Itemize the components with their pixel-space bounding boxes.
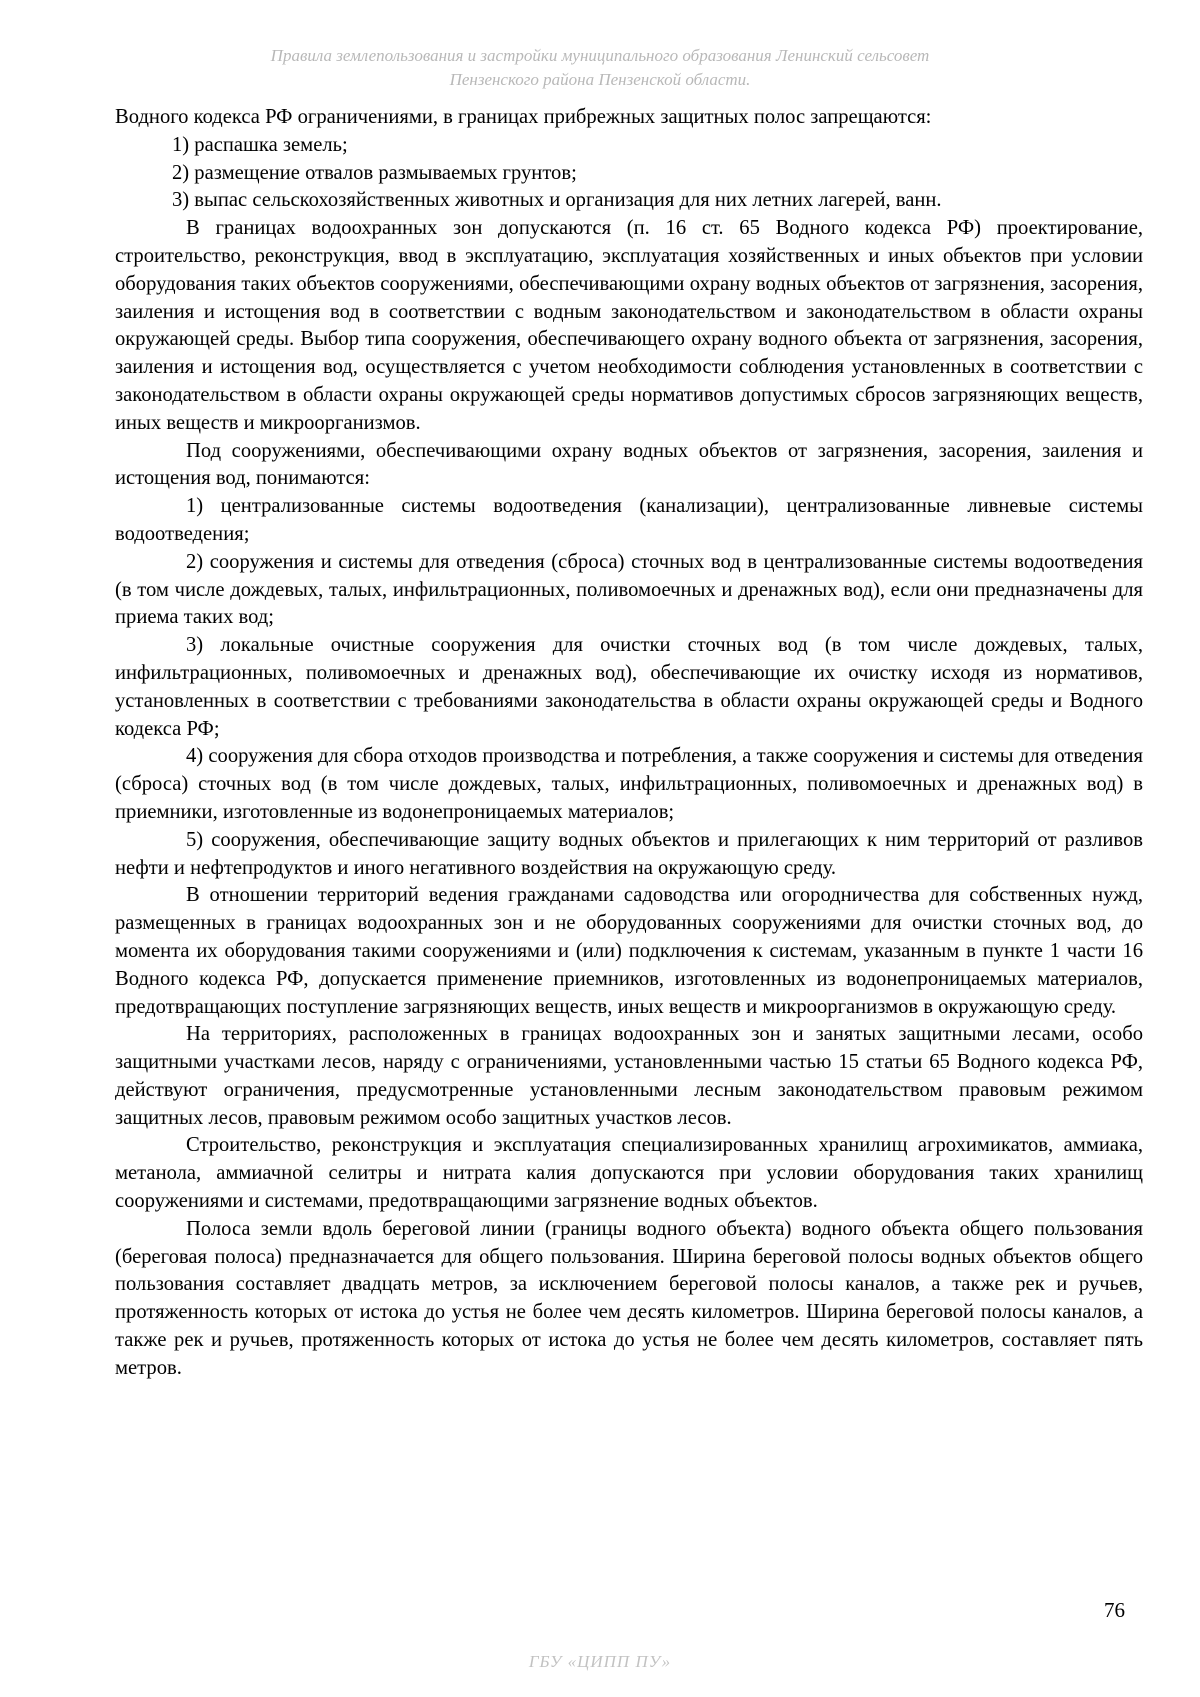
paragraph: Строительство, реконструкция и эксплуатация специализированных хранилищ агрохимикатов, аммиака, метанола, аммиачной селитры и нитрата калия допускаются при условии оборудования таких хранилищ сооружениями и системами, предотвращающими загрязнение водных объектов. bbox=[115, 1134, 1143, 1213]
list-item: 3) выпас сельскохозяйственных животных и организация для них летних лагерей, ванн. bbox=[172, 189, 942, 212]
header-line-1: Правила землепользования и застройки муниципального образования Ленинский сельсовет bbox=[270, 46, 930, 65]
running-footer: ГБУ «ЦИПП ПУ» bbox=[528, 1652, 672, 1671]
list-item: 1) централизованные системы водоотведения (канализации), централизованные ливневые системы водоотведения; bbox=[115, 495, 1143, 545]
paragraph: Водного кодекса РФ ограничениями, в границах прибрежных защитных полос запрещаются: bbox=[115, 106, 932, 128]
list-item: 2) размещение отвалов размываемых грунтов; bbox=[172, 161, 577, 184]
paragraph: В границах водоохранных зон допускаются (п. 16 ст. 65 Водного кодекса РФ) проектирование, строительство, реконструкция, ввод в эксплуатацию, эксплуатация хозяйственных и иных объектов при условии оборудования таких объектов сооружениями, обеспечивающими охрану водных объектов от загрязнения, засорения, заиления и истощения вод в соответствии с водным законодательством и законодательством в области охраны окружающей среды. Выбор типа сооружения, обеспечивающего охрану водного объекта от загрязнения, засорения, заиления и истощения вод, осуществляется с учетом необходимости соблюдения установленных в соответствии с законодательством в области охраны окружающей среды нормативов допустимых сбросов загрязняющих веществ, иных веществ и микроорганизмов. bbox=[115, 217, 1143, 434]
paragraph: На территориях, расположенных в границах водоохранных зон и занятых защитными лесами, особо защитными участками лесов, наряду с ограничениями, установленными частью 15 статьи 65 Водного кодекса РФ, действуют ограничения, предусмотренные установленными лесным законодательством правовым режимом защитных лесов, правовым режимом особо защитных участков лесов. bbox=[115, 1023, 1143, 1129]
header-line-2: Пензенского района Пензенской области. bbox=[449, 70, 751, 89]
list-item: 4) сооружения для сбора отходов производства и потребления, а также сооружения и системы для отведения (сброса) сточных вод (в том числе дождевых, талых, инфильтрационных, поливомоечных и дренажных вод) в приемники, изготовленные из водонепроницаемых материалов; bbox=[115, 745, 1143, 823]
list-item: 3) локальные очистные сооружения для очистки сточных вод (в том числе дождевых, талых, инфильтрационных, поливомоечных и дренажных вод), обеспечивающие их очистку исходя из нормативов, установленных в соответствии с требованиями законодательства в области охраны окружающей среды и Водного кодекса РФ; bbox=[115, 634, 1143, 740]
paragraph: В отношении территорий ведения гражданами садоводства или огородничества для собственных нужд, размещенных в границах водоохранных зон и не оборудованных сооружениями для очистки сточных вод, до момента их оборудования такими сооружениями и (или) подключения к системам, указанным в пункте 1 части 16 Водного кодекса РФ, допускается применение приемников, изготовленных из водонепроницаемых материалов, предотвращающих поступление загрязняющих веществ, иных веществ и микроорганизмов в окружающую среду. bbox=[115, 884, 1143, 1018]
paragraph: Под сооружениями, обеспечивающими охрану водных объектов от загрязнения, засорения, заиления и истощения вод, понимаются: bbox=[115, 439, 1143, 490]
running-header bbox=[150, 44, 1050, 92]
list-item: 2) сооружения и системы для отведения (сброса) сточных вод в централизованные системы водоотведения (в том числе дождевых, талых, инфильтрационных, поливомоечных и дренажных вод), если они предназначены для приема таких вод; bbox=[115, 550, 1143, 629]
list-item: 5) сооружения, обеспечивающие защиту водных объектов и прилегающих к ним территорий от разливов нефти и нефтепродуктов и иного негативного воздействия на окружающую среду. bbox=[115, 828, 1143, 879]
document-body bbox=[115, 104, 1143, 1383]
paragraph: Полоса земли вдоль береговой линии (границы водного объекта) водного объекта общего пользования (береговая полоса) предназначается для общего пользования. Ширина береговой полосы водных объектов общего пользования составляет двадцать метров, за исключением береговой полосы каналов, а также рек и ручьев, протяженность которых от истока до устья не более чем десять километров. Ширина береговой полосы каналов, а также рек и ручьев, протяженность которых от истока до устья не более чем десять километров, составляет пять метров. bbox=[115, 1217, 1143, 1379]
list-item: 1) распашка земель; bbox=[172, 133, 348, 156]
page-number: 76 bbox=[1104, 1598, 1125, 1622]
